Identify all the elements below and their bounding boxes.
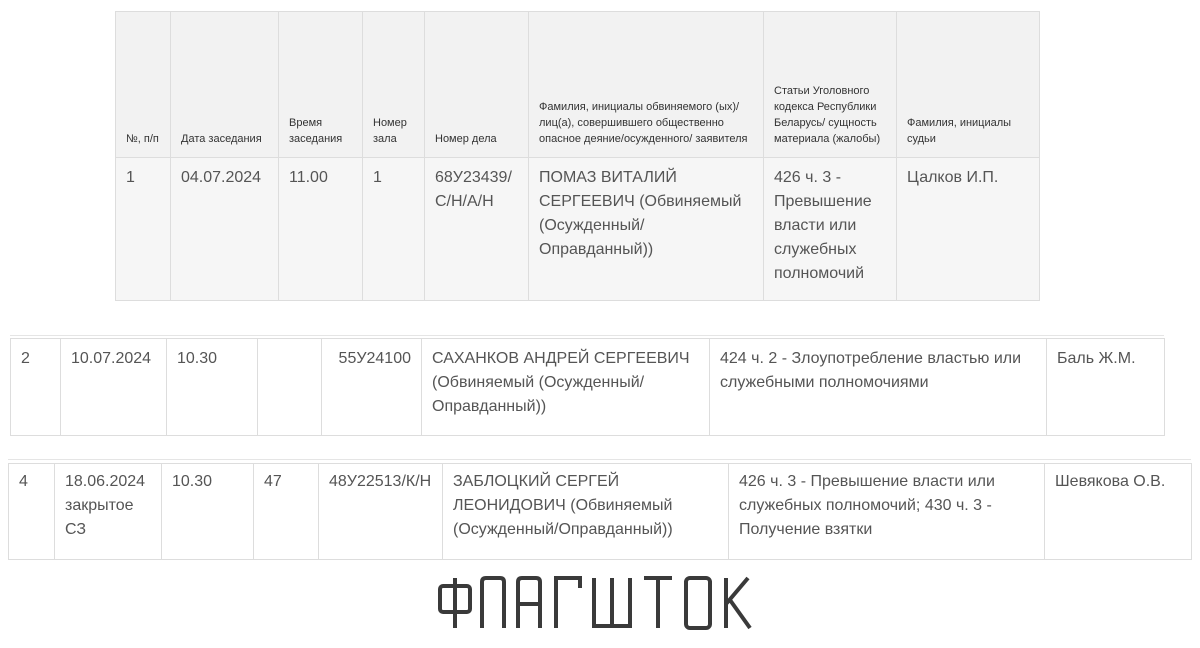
flagshtok-watermark-logo <box>436 574 756 632</box>
header-case: Номер дела <box>425 12 529 158</box>
cell-judge: Баль Ж.М. <box>1047 339 1165 436</box>
cell-person: ПОМАЗ ВИТАЛИЙ СЕРГЕЕВИЧ (Обвиняемый (Осужденный/ Оправданный)) <box>529 158 764 301</box>
logo-letter-o <box>686 578 710 628</box>
logo-letter-t <box>644 578 672 628</box>
cell-judge: Цалков И.П. <box>897 158 1040 301</box>
cell-time: 10.30 <box>162 464 254 560</box>
cell-hall: 1 <box>363 158 425 301</box>
header-article: Статьи Уголовного кодекса Республики Беларусь/ сущность материала (жалобы) <box>764 12 897 158</box>
header-person: Фамилия, инициалы обвиняемого (ых)/лиц(а), совершившего общественно опасное деяние/осужденного/ заявителя <box>529 12 764 158</box>
cell-person: САХАНКОВ АНДРЕЙ СЕРГЕЕВИЧ (Обвиняемый (Осужденный/Оправданный)) <box>422 339 710 436</box>
header-date: Дата заседания <box>171 12 279 158</box>
table-header-row <box>116 12 1040 158</box>
logo-letter-l <box>482 578 504 628</box>
cell-time: 10.30 <box>167 339 258 436</box>
cell-case: 55У24100 <box>322 339 422 436</box>
logo-letter-a <box>518 578 540 628</box>
logo-letter-f <box>440 578 470 628</box>
cell-time: 11.00 <box>279 158 363 301</box>
header-hall: Номер зала <box>363 12 425 158</box>
logo-letters <box>440 578 750 628</box>
cell-article: 424 ч. 2 - Злоупотребление властью или служебными полномочиями <box>710 339 1047 436</box>
cell-number: 2 <box>11 339 61 436</box>
cell-hall: 47 <box>254 464 319 560</box>
table-row <box>11 339 1165 436</box>
cell-case: 68У23439/С/Н/А/Н <box>425 158 529 301</box>
court-schedule-table-3 <box>8 463 1192 560</box>
table-2-top-strip <box>10 335 1164 336</box>
logo-letter-k <box>726 578 750 628</box>
logo-letter-sh <box>594 578 630 626</box>
court-schedule-table-2 <box>10 338 1165 436</box>
cell-person: ЗАБЛОЦКИЙ СЕРГЕЙ ЛЕОНИДОВИЧ (Обвиняемый (Осужденный/Оправданный)) <box>443 464 729 560</box>
cell-judge: Шевякова О.В. <box>1045 464 1192 560</box>
cell-date: 10.07.2024 <box>61 339 167 436</box>
cell-hall <box>258 339 322 436</box>
cell-date: 04.07.2024 <box>171 158 279 301</box>
cell-number: 4 <box>9 464 55 560</box>
cell-article: 426 ч. 3 - Превышение власти или служебных полномочий <box>764 158 897 301</box>
header-judge: Фамилия, инициалы судьи <box>897 12 1040 158</box>
cell-number: 1 <box>116 158 171 301</box>
table-row <box>116 158 1040 301</box>
table-row <box>9 464 1192 560</box>
table-3-top-strip <box>8 459 1191 460</box>
cell-case: 48У22513/К/Н <box>319 464 443 560</box>
logo-letter-g <box>556 578 580 628</box>
court-schedule-table-1 <box>115 11 1040 301</box>
header-time: Время заседания <box>279 12 363 158</box>
cell-date: 18.06.2024 закрытое СЗ <box>55 464 162 560</box>
cell-article: 426 ч. 3 - Превышение власти или служебных полномочий; 430 ч. 3 - Получение взятки <box>729 464 1045 560</box>
header-number: №, п/п <box>116 12 171 158</box>
